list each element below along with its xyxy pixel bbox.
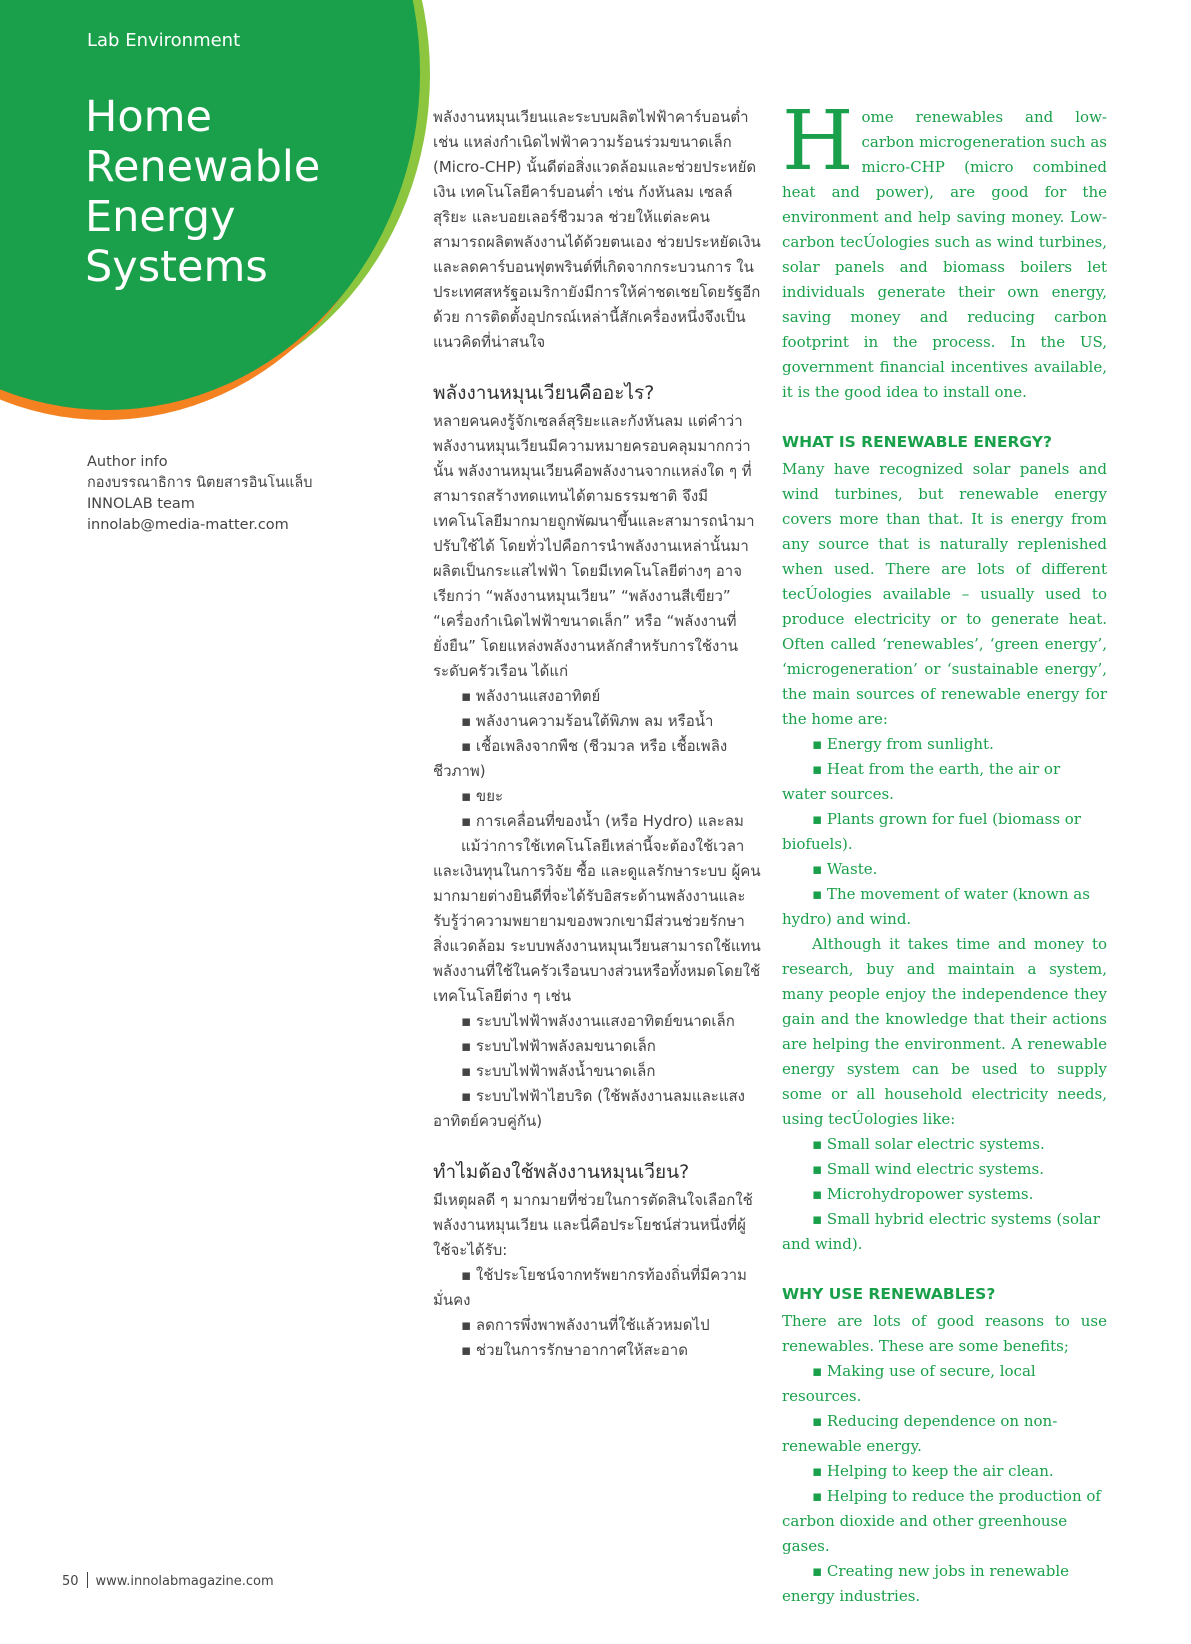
- list-item: ▪ การเคลื่อนที่ของน้ำ (หรือ Hydro) และลม: [461, 812, 744, 830]
- author-team: INNOLAB team: [87, 496, 195, 512]
- page-footer: [62, 1572, 274, 1589]
- author-name: กองบรรณาธิการ นิตยสารอินโนแล็บ: [87, 475, 313, 491]
- list-item: ▪ เชื้อเพลิงจากพืช (ชีวมวล หรือ เชื้อเพลิงชีวภาพ): [433, 737, 728, 780]
- thai-paragraph: แม้ว่าการใช้เทคโนโลยีเหล่านี้จะต้องใช้เวลาและเงินทุนในการวิจัย ซื้อ และดูแลรักษาระบบ ผู้คนมากมายต่างยินดีที่จะได้รับอิสระด้านพลังงานและรับรู้ว่าความพยายามของพวกเขามีส่วนช่วยรักษาสิ่งแวดล้อม ระบบพลังงานหมุนเวียนสามารถใช้แทนพลังงานที่ใช้ในครัวเรือนบางส่วนหรือทั้งหมดโดยใช้เทคโนโลยีต่าง ๆ เช่น: [433, 837, 761, 1005]
- title-line: Renewable: [85, 142, 321, 192]
- english-system-list: [782, 1132, 1107, 1257]
- list-item: ▪ Small hybrid electric systems (solar and wind).: [782, 1210, 1100, 1253]
- list-item: ▪ Microhydropower systems.: [812, 1185, 1034, 1203]
- english-heading-why: WHY USE RENEWABLES?: [782, 1285, 996, 1303]
- list-item: ▪ Waste.: [812, 860, 878, 878]
- thai-source-list: [433, 684, 761, 834]
- english-paragraph: Many have recognized solar panels and wind turbines, but renewable energy covers more than that. It is energy from any source that is naturally replenished when used. There are lots of different tecÚologies available – usually used to produce electricity or to generate heat. Often called ‘renewables’, ‘green energy’, ‘microgeneration’ or ‘sustainable energy’, the main sources of renewable energy for the home are:: [782, 460, 1107, 728]
- english-article-column: [782, 94, 1107, 1609]
- list-item: ▪ Plants grown for fuel (biomass or biofuels).: [782, 810, 1081, 853]
- thai-benefit-list: [433, 1263, 761, 1363]
- footer-divider: [87, 1572, 88, 1588]
- thai-intro: พลังงานหมุนเวียนและระบบผลิตไฟฟ้าคาร์บอนต่ำ เช่น แหล่งกำเนิดไฟฟ้าความร้อนร่วมขนาดเล็ก (Micro-CHP) นั้นดีต่อสิ่งแวดล้อมและช่วยประหยัดเงิน เทคโนโลยีคาร์บอนต่ำ เช่น กังหันลม เซลล์สุริยะ และบอยเลอร์ชีวมวล ช่วยให้แต่ละคนสามารถผลิตพลังงานได้ด้วยตนเอง ช่วยประหยัดเงิน และลดคาร์บอนฟุตพรินต์ที่เกิดจากกระบวนการ ในประเทศสหรัฐอเมริกายังมีการให้ค่าชดเชยโดยรัฐอีกด้วย การติดตั้งอุปกรณ์เหล่านี้สักเครื่องหนึ่งจึงเป็นแนวคิดที่น่าสนใจ: [433, 108, 761, 351]
- list-item: ▪ ระบบไฟฟ้าพลังงานแสงอาทิตย์ขนาดเล็ก: [461, 1012, 735, 1030]
- title-line: Home: [85, 92, 212, 142]
- page-number: 50: [62, 1574, 79, 1589]
- list-item: ▪ Creating new jobs in renewable energy industries.: [782, 1562, 1070, 1605]
- english-intro: [782, 94, 1107, 405]
- list-item: ▪ ระบบไฟฟ้าพลังลมขนาดเล็ก: [461, 1037, 656, 1055]
- thai-paragraph: หลายคนคงรู้จักเซลล์สุริยะและกังหันลม แต่คำว่าพลังงานหมุนเวียนมีความหมายครอบคลุมมากกว่านั้น พลังงานหมุนเวียนคือพลังงานจากแหล่งใด ๆ ที่สามารถสร้างทดแทนได้ตามธรรมชาติ จึงมีเทคโนโลยีมากมายถูกพัฒนาขึ้นและสามารถนำมาปรับใช้ได้ โดยทั่วไปคือการนำพลังงานเหล่านั้นมาผลิตเป็นกระแสไฟฟ้า โดยมีเทคโนโลยีต่างๆ อาจเรียกว่า “พลังงานหมุนเวียน” “พลังงานสีเขียว” “เครื่องกำเนิดไฟฟ้าขนาดเล็ก” หรือ “พลังงานที่ยั่งยืน” โดยแหล่งพลังงานหลักสำหรับการใช้งานระดับครัวเรือน ได้แก่: [433, 412, 755, 680]
- title-line: Energy: [85, 192, 236, 242]
- list-item: ▪ Helping to reduce the production of carbon dioxide and other greenhouse gases.: [782, 1487, 1101, 1555]
- thai-paragraph: มีเหตุผลดี ๆ มากมายที่ช่วยในการตัดสินใจเลือกใช้พลังงานหมุนเวียน และนี่คือประโยชน์ส่วนหนึ่งที่ผู้ใช้จะได้รับ:: [433, 1191, 753, 1259]
- list-item: ▪ Energy from sunlight.: [812, 735, 994, 753]
- english-paragraph: There are lots of good reasons to use renewables. These are some benefits;: [782, 1312, 1107, 1355]
- author-email: innolab@media-matter.com: [87, 517, 289, 533]
- list-item: ▪ ระบบไฟฟ้าไฮบริด (ใช้พลังงานลมและแสงอาทิตย์ควบคู่กัน): [433, 1087, 745, 1130]
- list-item: ▪ ใช้ประโยชน์จากทรัพยากรท้องถิ่นที่มีความมั่นคง: [433, 1266, 747, 1309]
- list-item: ▪ ระบบไฟฟ้าพลังน้ำขนาดเล็ก: [461, 1062, 656, 1080]
- title-line: Systems: [85, 242, 268, 292]
- english-source-list: [782, 732, 1107, 932]
- thai-heading-what: พลังงานหมุนเวียนคืออะไร?: [433, 382, 655, 404]
- article-title: [85, 92, 385, 292]
- english-intro-text: ome renewables and low-carbon microgeneration such as micro-CHP (micro combined heat and power), are good for the environment and help saving money. Low-carbon tecÚologies such as wind turbines, solar panels and biomass boilers let individuals generate their own energy, saving money and reducing carbon footprint in the process. In the US, government financial incentives available, it is the good idea to install one.: [782, 108, 1107, 401]
- english-benefit-list: [782, 1359, 1107, 1609]
- list-item: ▪ Small solar electric systems.: [812, 1135, 1045, 1153]
- website-link[interactable]: www.innolabmagazine.com: [95, 1574, 274, 1589]
- author-heading: Author info: [87, 454, 168, 470]
- english-heading-what: WHAT IS RENEWABLE ENERGY?: [782, 433, 1052, 451]
- list-item: ▪ พลังงานแสงอาทิตย์: [461, 687, 601, 705]
- list-item: ▪ ขยะ: [461, 787, 504, 805]
- english-paragraph: Although it takes time and money to research, buy and maintain a system, many people enjoy the independence they gain and the knowledge that their actions are helping the environment. A renewable energy system can be used to supply some or all household electricity needs, using tecÚologies like:: [782, 935, 1107, 1128]
- list-item: ▪ พลังงานความร้อนใต้พิภพ ลม หรือน้ำ: [461, 712, 714, 730]
- list-item: ▪ ช่วยในการรักษาอากาศให้สะอาด: [461, 1341, 688, 1359]
- section-label: Lab Environment: [87, 30, 241, 51]
- list-item: ▪ ลดการพึ่งพาพลังงานที่ใช้แล้วหมดไป: [461, 1316, 710, 1334]
- thai-heading-why: ทำไมต้องใช้พลังงานหมุนเวียน?: [433, 1161, 690, 1183]
- list-item: ▪ Helping to keep the air clean.: [812, 1462, 1054, 1480]
- drop-cap: H: [782, 94, 854, 189]
- list-item: ▪ Small wind electric systems.: [812, 1160, 1044, 1178]
- list-item: ▪ Making use of secure, local resources.: [782, 1362, 1036, 1405]
- list-item: ▪ Heat from the earth, the air or water sources.: [782, 760, 1061, 803]
- list-item: ▪ The movement of water (known as hydro) and wind.: [782, 885, 1090, 928]
- list-item: ▪ Reducing dependence on non-renewable energy.: [782, 1412, 1058, 1455]
- author-info: [87, 452, 312, 536]
- thai-system-list: [433, 1009, 761, 1134]
- thai-article-column: [433, 105, 761, 1363]
